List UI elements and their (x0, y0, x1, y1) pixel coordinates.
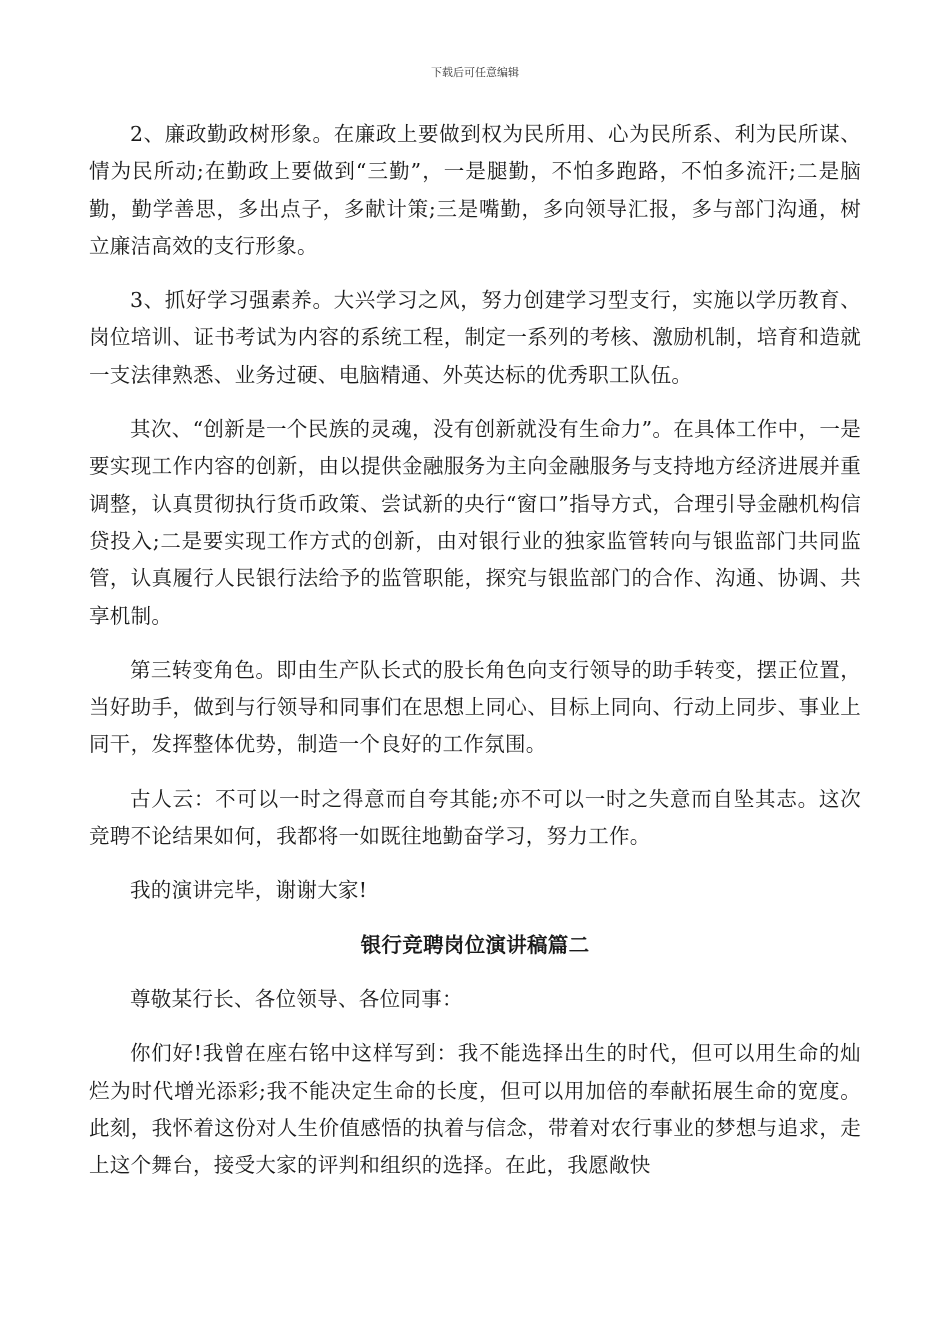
paragraph-ancient-saying: 古人云：不可以一时之得意而自夸其能;亦不可以一时之失意而自坠其志。这次竞聘不论结果如何，我都将一如既往地勤奋学习，努力工作。 (89, 786, 861, 849)
section-title: 银行竞聘岗位演讲稿篇二 (360, 932, 590, 957)
document-body (89, 116, 861, 1201)
paragraph-integrity-diligence: 2、廉政勤政树形象。在廉政上要做到权为民所用、心为民所系、利为民所谋、情为民所动;在勤政上要做到“三勤”，一是腿勤，不怕多跑路，不怕多流汗;二是脑勤，勤学善思，多出点子，多献计策;三是嘴勤，多向领导汇报，多与部门沟通，树立廉洁高效的支行形象。 (89, 122, 861, 258)
paragraph-salutation: 尊敬某行长、各位领导、各位同事： (130, 986, 463, 1011)
paragraph-role-change: 第三转变角色。即由生产队长式的股长角色向支行领导的助手转变，摆正位置，当好助手，做到与行领导和同事们在思想上同心、目标上同向、行动上同步、事业上同干，发挥整体优势，制造一个良好的工作氛围。 (89, 657, 861, 757)
paragraph-learning: 3、抓好学习强素养。大兴学习之风，努力创建学习型支行，实施以学历教育、岗位培训、证书考试为内容的系统工程，制定一系列的考核、激励机制，培育和造就一支法律熟悉、业务过硬、电脑精通、外英达标的优秀职工队伍。 (89, 288, 861, 387)
paragraph-opening: 你们好!我曾在座右铭中这样写到：我不能选择出生的时代，但可以用生命的灿烂为时代增光添彩;我不能决定生命的长度，但可以用加倍的奉献拓展生命的宽度。此刻，我怀着这份对人生价值感悟的执着与信念，带着对农行事业的梦想与追求，走上这个舞台，接受大家的评判和组织的选择。在此，我愿敞快 (89, 1041, 861, 1178)
paragraph-innovation: 其次、“创新是一个民族的灵魂，没有创新就没有生命力”。在具体工作中，一是要实现工作内容的创新，由以提供金融服务为主向金融服务与支持地方经济进展并重调整，认真贯彻执行货币政策、尝试新的央行“窗口”指导方式，合理引导金融机构信贷投入;二是要实现工作方式的创新，由对银行业的独家监管转向与银监部门共同监管，认真履行人民银行法给予的监管职能，探究与银监部门的合作、沟通、协调、共享机制。 (89, 417, 861, 628)
page-header-note: 下载后可任意编辑 (431, 66, 519, 79)
paragraph-closing: 我的演讲完毕，谢谢大家! (130, 878, 368, 903)
